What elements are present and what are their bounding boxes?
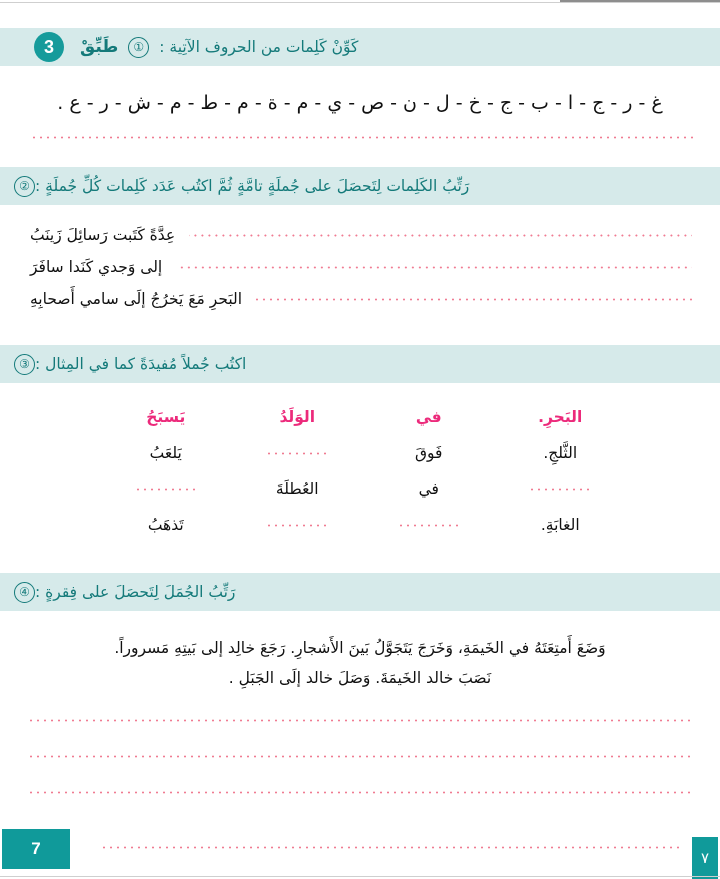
exercise-3-prompt: اكتُب جُملاً مُفيدَةً كما في المِثال : — [35, 355, 247, 373]
exercise-1-prompt: كَوِّنْ كَلِمات من الحروف الآتِية : — [159, 38, 359, 56]
table-cell: الوَلَدُ — [279, 408, 316, 426]
unit-badge-wrap — [18, 28, 80, 66]
exercise-4-prompt: رَتِّبُ الجُمَلَ لِتَحصَلَ على فِقرةٍ : — [35, 583, 236, 601]
table-cell: في — [418, 480, 439, 498]
exercise-3-header-band — [0, 345, 720, 383]
table-row — [100, 471, 626, 507]
page-number-arabic: ٧ — [692, 837, 718, 879]
table-cell: يَلعَبُ — [149, 444, 182, 462]
table-cell-dots — [398, 524, 460, 527]
exercise-2-sentence: إلى وَجدي كَنَدا سافَرَ — [30, 258, 163, 276]
table-cell-blank[interactable] — [232, 444, 364, 462]
table-cell: في — [415, 408, 442, 426]
table-cell: يَسبَحُ — [146, 408, 186, 426]
table-cell: فَوقَ — [415, 444, 443, 462]
exercise-2-answer-blank[interactable] — [256, 298, 692, 301]
table-cell: الغابَةِ. — [540, 516, 580, 534]
exercise-1-answer-line[interactable] — [30, 136, 696, 139]
table-cell-dots — [266, 452, 328, 455]
exercise-2-rows — [0, 219, 720, 315]
exercise-1-header-inner — [80, 28, 720, 66]
page-number-latin: 7 — [2, 829, 70, 869]
table-row — [100, 435, 626, 471]
table-cell-blank[interactable] — [100, 480, 232, 498]
exercise-2-sentence: البَحرِ مَعَ يَخرُجُ إلَى سامي أَصحابِهِ — [30, 290, 243, 308]
exercise-3-number: ③ — [14, 354, 35, 375]
exercise-4-paragraph-line: وَضَعَ أَمتِعَتَهُ في الخَيمَةِ، وَخَرَجَ يَتَجَوَّلُ بَينَ الأَشجارِ. رَجَعَ خالِد إلى بَيتِهِ مَسروراً. — [114, 639, 606, 657]
table-cell-dots — [529, 488, 591, 491]
table-cell-blank[interactable] — [363, 516, 495, 534]
exercise-2-answer-blank[interactable] — [189, 234, 692, 237]
table-cell-blank[interactable] — [495, 480, 627, 498]
exercise-2-number: ② — [14, 176, 35, 197]
table-cell-dots — [266, 524, 328, 527]
table-row-example — [100, 399, 626, 435]
footer-answer-line[interactable] — [100, 846, 682, 849]
unit-number-badge: 3 — [34, 32, 64, 62]
exercise-1-number: ① — [128, 37, 149, 58]
table-cell-dots — [135, 488, 197, 491]
exercise-2-row — [30, 283, 692, 315]
exercise-4-answer-lines — [0, 719, 720, 794]
spacer — [0, 722, 720, 755]
exercise-4-answer-line[interactable] — [26, 791, 694, 794]
exercise-2-header-band — [0, 167, 720, 205]
top-rule — [0, 2, 720, 3]
exercise-1-letters: غ - ر - ج - ا - ب - ج - خ - ل - ن - ص - ي - م - ة - م - ط - م - ش - ر - ع . — [57, 92, 663, 114]
unit-title: طَبِّقْ — [80, 37, 119, 57]
exercise-2-answer-blank[interactable] — [176, 266, 692, 269]
exercise-4-paragraph — [34, 633, 686, 693]
table-cell: البَحرِ. — [538, 408, 583, 426]
exercise-3-table — [100, 399, 626, 543]
exercise-2-sentence: عِدَّةً كَتَبت رَسائِلَ زَينَبُ — [30, 226, 176, 244]
exercise-4-number: ④ — [14, 582, 35, 603]
page-footer — [0, 825, 720, 877]
table-cell: العُطلَةَ — [275, 480, 319, 498]
table-cell: تَذهَبُ — [147, 516, 184, 534]
table-row — [100, 507, 626, 543]
exercise-2-prompt: رَتِّبُ الكَلِمات لِتَحصَلَ على جُملَةٍ تامَّةٍ ثُمَّ اكتُب عَدَد كَلِمات كُلِّ جُملَةٍ : — [35, 177, 470, 195]
spacer — [0, 758, 720, 791]
table-cell: الثَّلجِ. — [543, 444, 578, 462]
exercise-4-header-band — [0, 573, 720, 611]
exercise-2-row — [30, 251, 692, 283]
exercise-1-header-band — [0, 28, 720, 66]
exercise-2-row — [30, 219, 692, 251]
table-cell-blank[interactable] — [232, 516, 364, 534]
exercise-4-paragraph-line: نَصَبَ خالد الخَيمَةَ. وَصَلَ خالد إلَى الجَبَلِ . — [228, 669, 492, 687]
